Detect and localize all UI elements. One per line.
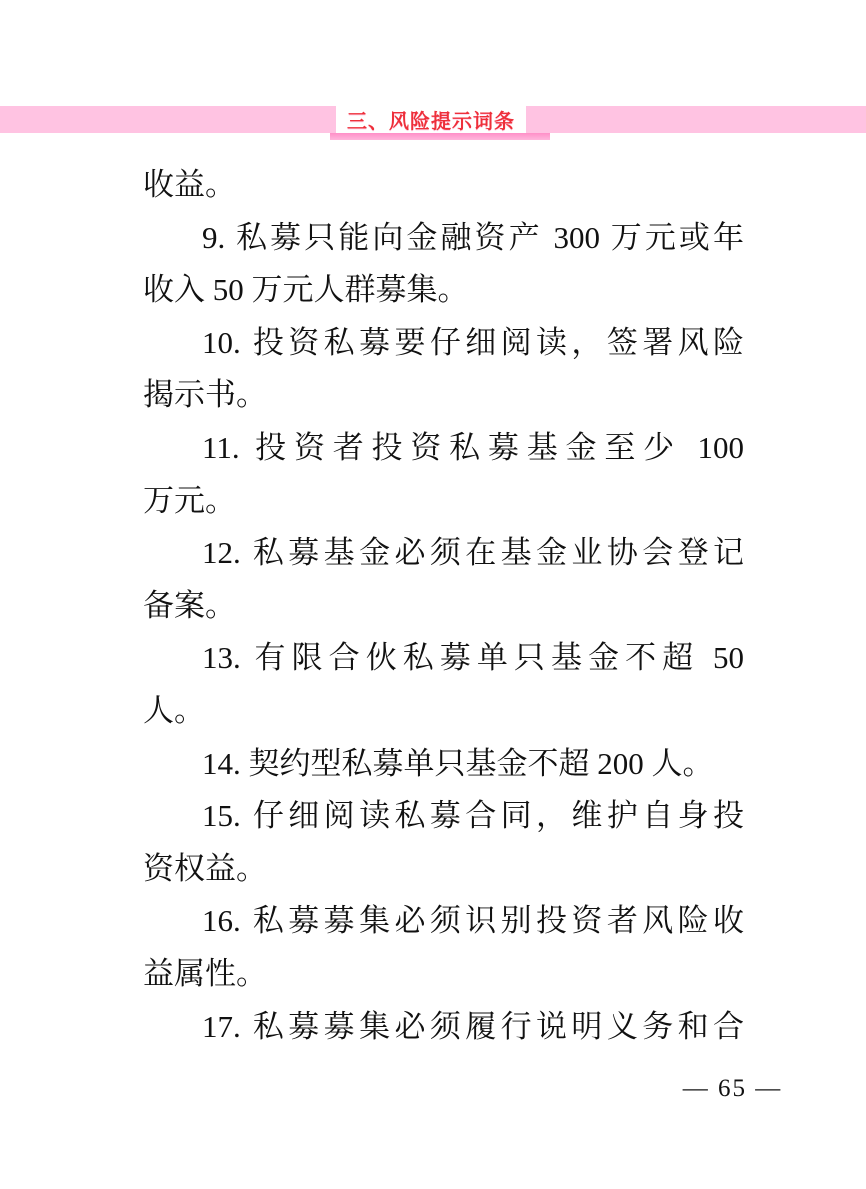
body-line: 15. 仔细阅读私募合同，维护自身投 xyxy=(202,798,744,834)
body-line: 资权益。 xyxy=(143,850,267,886)
body-line: 收益。 xyxy=(143,167,236,202)
body-line: 9. 私募只能向金融资产 300 万元或年 xyxy=(202,219,744,255)
body-line: 万元。 xyxy=(143,482,236,518)
body-line: 14. 契约型私募单只基金不超 200 人。 xyxy=(202,745,714,781)
body-line: 16. 私募募集必须识别投资者风险收 xyxy=(202,903,744,939)
body-line: 揭示书。 xyxy=(143,377,267,413)
body-line: 10. 投资私募要仔细阅读，签署风险 xyxy=(202,324,744,360)
body-line: 收入 50 万元人群募集。 xyxy=(143,272,469,308)
body-line: 备案。 xyxy=(143,587,236,623)
page-number: — 65 — xyxy=(682,1075,783,1102)
header-title-box xyxy=(336,104,526,134)
body-line: 益属性。 xyxy=(143,955,267,991)
body-line: 11. 投资者投资私募基金至少 100 xyxy=(202,429,744,465)
body-text xyxy=(143,159,744,1053)
body-line: 17. 私募募集必须履行说明义务和合 xyxy=(202,1008,744,1044)
body-line: 12. 私募基金必须在基金业协会登记 xyxy=(202,535,744,571)
body-line: 人。 xyxy=(143,692,205,728)
body-line: 13. 有限合伙私募单只基金不超 50 xyxy=(202,640,744,676)
page-title: 三、风险提示词条 xyxy=(347,110,515,133)
header-accent-strip xyxy=(330,133,550,140)
